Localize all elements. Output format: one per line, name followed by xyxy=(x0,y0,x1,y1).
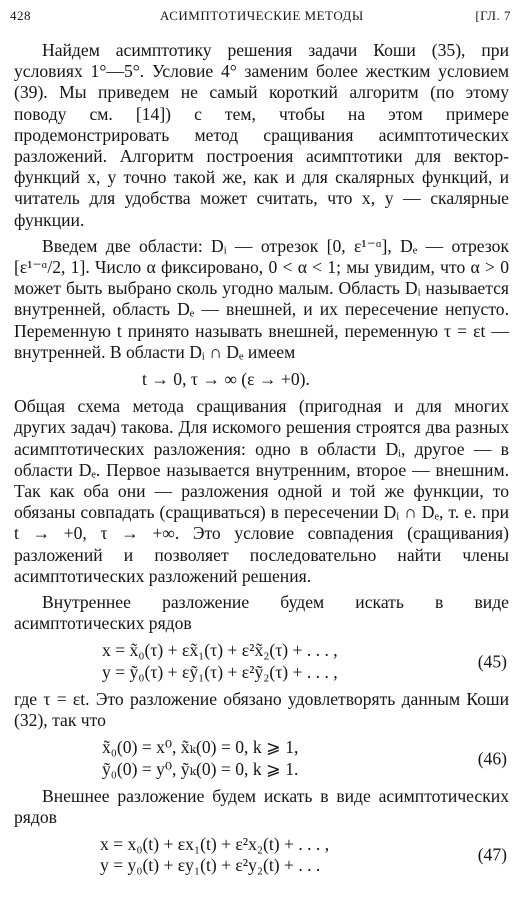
paragraph-inner-expansion: Внутреннее разложение будем искать в виде асимптотических рядов xyxy=(14,592,509,634)
equation-45-number: (45) xyxy=(477,651,507,672)
equation-46-number: (46) xyxy=(477,747,507,768)
equation-46-line-1: x̃₀(0) = x⁰, x̃ₖ(0) = 0, k ⩾ 1, xyxy=(102,737,299,758)
equation-46 xyxy=(14,737,509,779)
running-header xyxy=(10,8,511,28)
equation-45-line-2: y = ỹ₀(τ) + εỹ₁(τ) + ε²ỹ₂(τ) + . . . , xyxy=(102,661,338,682)
paragraph-regions: Введем две области: Dᵢ — отрезок [0, ε¹⁻ᵅ], Dₑ — отрезок [ε¹⁻ᵅ/2, 1]. Число α фиксировано, 0 < α < 1; мы увидим, что α > 0 может быть выбрано сколь угодно малым. Область Dᵢ называется внутренней, область Dₑ — внешней, и их пересечение непусто. Переменную t принято называть внешней, переменную τ = εt — внутренней. В области Dᵢ ∩ Dₑ имеем xyxy=(14,235,509,362)
page-body xyxy=(14,40,509,883)
paragraph-outer-expansion: Внешнее разложение будем искать в виде асимптотических рядов xyxy=(14,785,509,827)
page-number: 428 xyxy=(10,8,31,23)
equation-limit xyxy=(14,369,509,390)
paragraph-intro: Найдем асимптотику решения задачи Коши (35), при условиях 1°—5°. Условие 4° заменим более жестким условием (39). Мы приведем не самый короткий алгоритм (по этому поводу см. [14]) с тем, чтобы на этом примере продемонстрировать метод сращивания асимптотических разложений. Алгоритм построения асимптотики для вектор-функций x, y точно такой же, как и для скалярных функций, и читатель для удобства может считать, что x, y — скалярные функции. xyxy=(14,40,509,230)
equation-47-line-2: y = y₀(t) + εy₁(t) + ε²y₂(t) + . . . xyxy=(100,855,321,876)
equation-45-line-1: x = x̃₀(τ) + εx̃₁(τ) + ε²x̃₂(τ) + . . . , xyxy=(102,640,338,661)
equation-45 xyxy=(14,640,509,682)
chapter-marker: [ГЛ. 7 xyxy=(475,8,511,23)
running-title: АСИМПТОТИЧЕСКИЕ МЕТОДЫ xyxy=(160,8,364,23)
paragraph-matching-scheme: Общая схема метода сращивания (пригодная и для многих других задач) такова. Для искомого решения строятся два разных асимптотических разложения: одно в области Dᵢ, другое — в области Dₑ. Первое называется внутренним, второе — внешним. Так как оба они — разложения одной и той же функции, то обязаны совпадать (сращиваться) в пересечении Dᵢ ∩ Dₑ, т. е. при t → +0, τ → +∞. Это условие совпадения (сращивания) разложений и позволяет последовательно найти члены асимптотических разложений решения. xyxy=(14,396,509,586)
equation-47-line-1: x = x₀(t) + εx₁(t) + ε²x₂(t) + . . . , xyxy=(100,834,330,855)
equation-47 xyxy=(14,834,509,876)
equation-limit-line: t → 0, τ → ∞ (ε → +0). xyxy=(142,369,310,390)
equation-47-number: (47) xyxy=(477,844,507,865)
equation-46-line-2: ỹ₀(0) = y⁰, ỹₖ(0) = 0, k ⩾ 1. xyxy=(102,758,299,779)
paragraph-cauchy-data: где τ = εt. Это разложение обязано удовлетворять данным Коши (32), так что xyxy=(14,688,509,731)
